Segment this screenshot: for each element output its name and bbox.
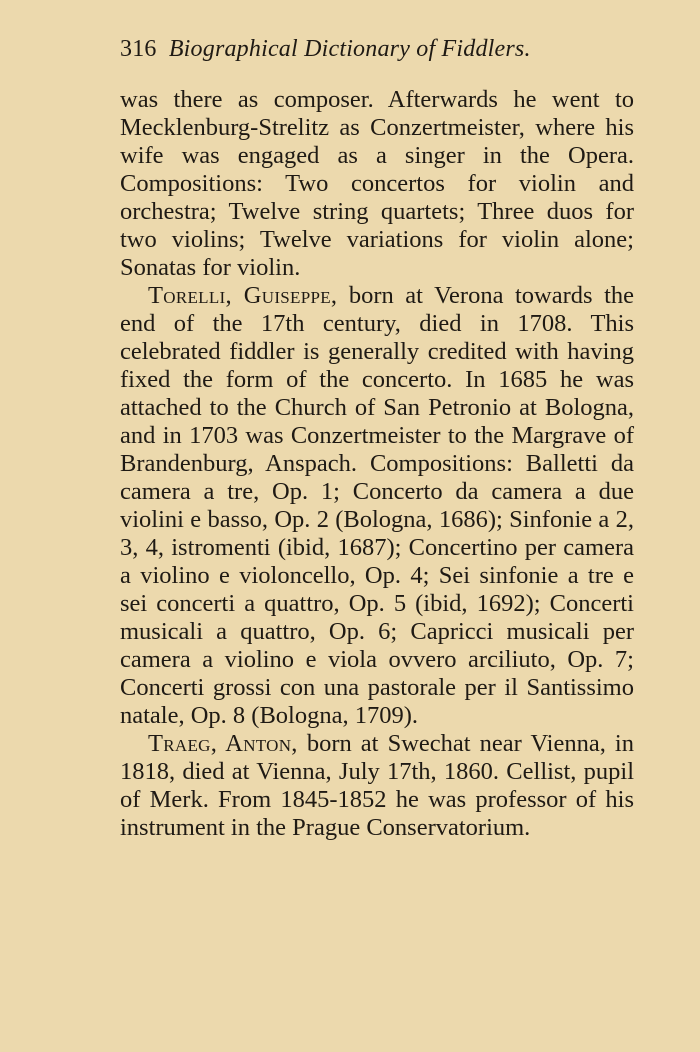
page-header [120,34,634,64]
entry-traeg [120,730,634,842]
paragraph-continuation [120,86,634,282]
entry-name: Traeg, Anton, [148,730,298,757]
entry-name: Torelli, Guiseppe, [148,282,338,309]
paragraph-text: was there as composer. Afterwards he went to Mecklenburg-Strelitz as Conzertmeister, where his wife was engaged as a singer in the Opera. Compositions: Two concertos for violin and orchestra; Twelve string quartets; Three duos for two violins; Twelve variations for violin alone; Sonatas for violin. [120,86,634,281]
entry-text: born at Verona towards the end of the 17th century, died in 1708. This celebrated fiddler is generally credited with having fixed the form of the concerto. In 1685 he was attached to the Church of San Petronio at Bologna, and in 1703 was Conzertmeister to the Margrave of Brandenburg, Anspach. Compositions: Balletti da camera a tre, Op. 1; Concerto da camera a due violini e basso, Op. 2 (Bologna, 1686); Sinfonie a 2, 3, 4, istromenti (ibid, 1687); Concertino per camera a violino e violoncello, Op. 4; Sei sinfonie a tre e sei concerti a quattro, Op. 5 (ibid, 1692); Concerti musicali a quattro, Op. 6; Capricci musicali per camera a violino e viola ovvero arciliuto, Op. 7; Concerti grossi con una pastorale per il Santissimo natale, Op. 8 (Bologna, 1709). [120,282,635,729]
entry-torelli [120,282,634,730]
running-title: Biographical Dictionary of Fiddlers. [168,36,531,62]
entry-text: born at Swechat near Vienna, in 1818, died at Vienna, July 17th, 1860. Cellist, pupil of Merk. From 1845-1852 he was professor of his instrument in the Prague Conservatorium. [120,730,634,841]
page-number: 316 [120,36,157,62]
page-body [120,86,634,842]
